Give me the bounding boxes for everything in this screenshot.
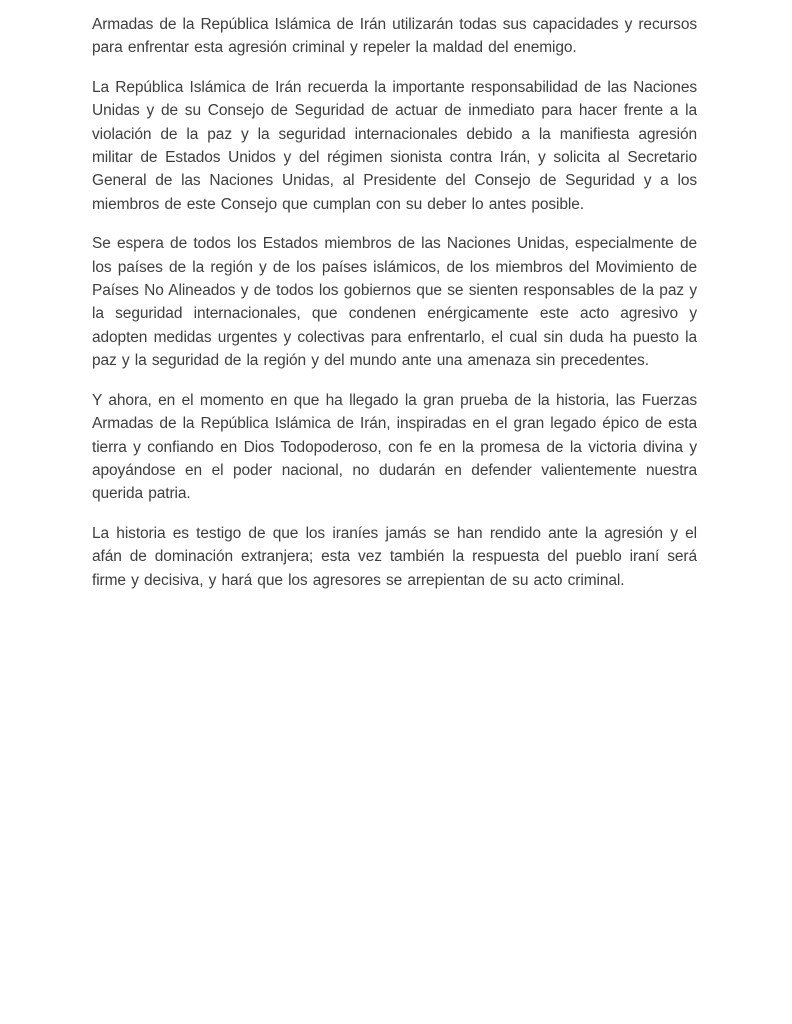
paragraph-2: La República Islámica de Irán recuerda la importante responsabilidad de las Naciones Unidas y de su Consejo de Seguridad de actuar de inmediato para hacer frente a la violación de la paz y la seguridad internacionales debido a la manifiesta agresión militar de Estados Unidos y del régimen sionista contra Irán, y solicita al Secretario General de las Naciones Unidas, al Presidente del Consejo de Seguridad y a los miembros de este Consejo que cumplan con su deber lo antes posible. bbox=[92, 78, 697, 213]
paragraph-5: La historia es testigo de que los iraníes jamás se han rendido ante la agresión y el afán de dominación extranjera; esta vez también la respuesta del pueblo iraní será firme y decisiva, y hará que los agresores se arrepientan de su acto criminal. bbox=[92, 524, 697, 589]
paragraph-3: Se espera de todos los Estados miembros de las Naciones Unidas, especialmente de los países de la región y de los países islámicos, de los miembros del Movimiento de Países No Alineados y de todos los gobiernos que se sienten responsables de la paz y la seguridad internacionales, que condenen enérgicamente este acto agresivo y adopten medidas urgentes y colectivas para enfrentarlo, el cual sin duda ha puesto la paz y la seguridad de la región y del mundo ante una amenaza sin precedentes. bbox=[92, 235, 697, 370]
paragraph-1: Armadas de la República Islámica de Irán utilizarán todas sus capacidades y recursos para enfrentar esta agresión criminal y repeler la maldad del enemigo. bbox=[92, 16, 697, 57]
paragraph-4: Y ahora, en el momento en que ha llegado la gran prueba de la historia, las Fuerzas Armadas de la República Islámica de Irán, inspiradas en el gran legado épico de esta tierra y confiando en Dios Todopoderoso, con fe en la promesa de la victoria divina y apoyándose en el poder nacional, no dudarán en defender valientemente nuestra querida patria. bbox=[92, 391, 697, 503]
document-body bbox=[92, 13, 697, 592]
